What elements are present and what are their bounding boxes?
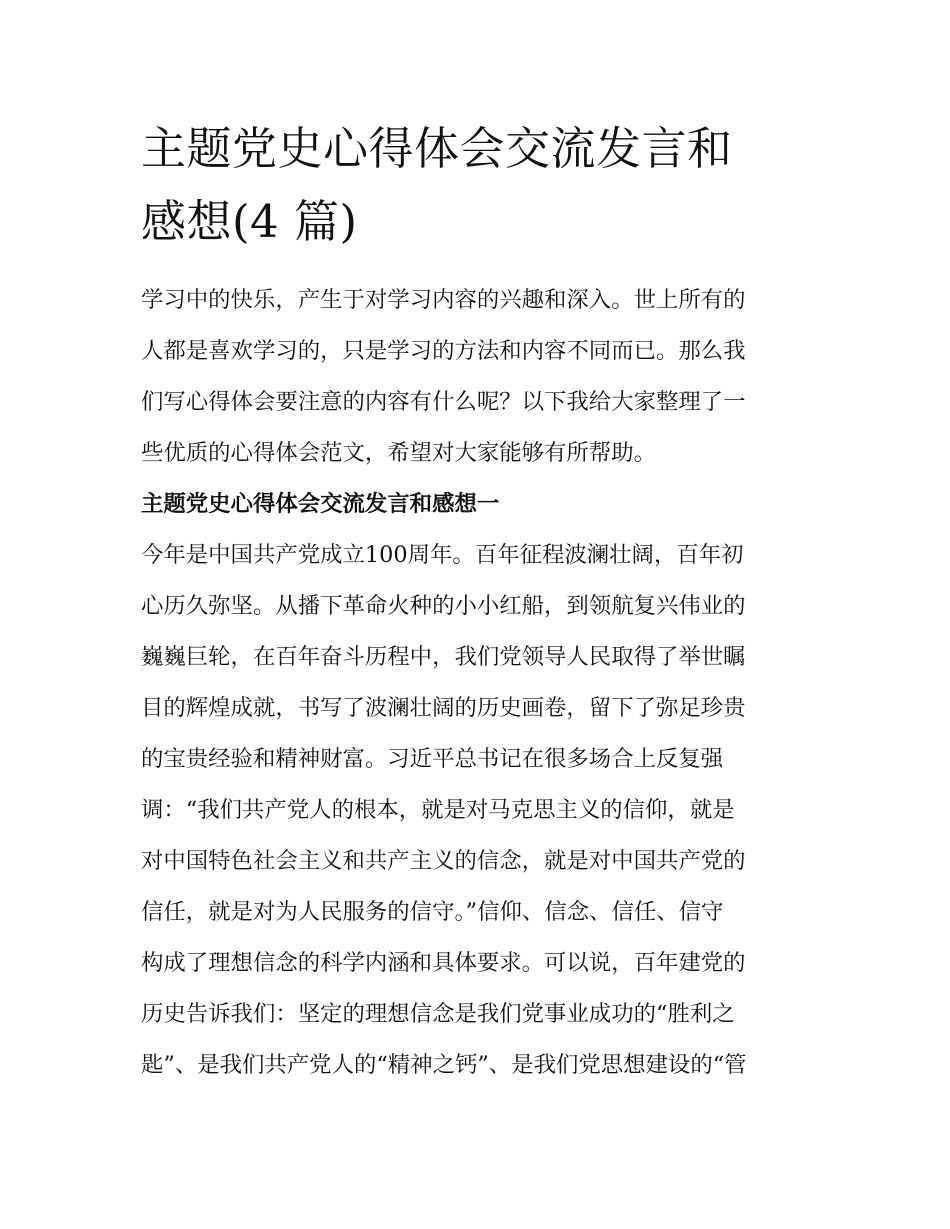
text-line: 学习中的快乐，产生于对学习内容的兴趣和深入。世上所有的 bbox=[141, 287, 746, 313]
text-line: 对中国特色社会主义和共产主义的信念，就是对中国共产党的 bbox=[141, 848, 746, 874]
text-line: 信任，就是对为人民服务的信守。”信仰、信念、信任、信守 bbox=[141, 899, 724, 925]
text-line: 心历久弥坚。从播下革命火种的小小红船，到领航复兴伟业的 bbox=[141, 593, 746, 619]
text-line: 们写心得体会要注意的内容有什么呢？以下我给大家整理了一 bbox=[141, 389, 746, 415]
text-line: 人都是喜欢学习的，只是学习的方法和内容不同而已。那么我 bbox=[141, 338, 746, 364]
text-line: 构成了理想信念的科学内涵和具体要求。可以说，百年建党的 bbox=[141, 950, 746, 976]
text-line: 今年是中国共产党成立100周年。百年征程波澜壮阔，百年初 bbox=[141, 542, 744, 568]
text-line: 匙”、是我们共产党人的“精神之钙”、是我们党思想建设的“管 bbox=[141, 1052, 747, 1078]
text-line: 些优质的心得体会范文，希望对大家能够有所帮助。 bbox=[141, 440, 656, 466]
text-line: 目的辉煌成就，书写了波澜壮阔的历史画卷，留下了弥足珍贵 bbox=[141, 695, 746, 721]
text-line: 的宝贵经验和精神财富。习近平总书记在很多场合上反复强 bbox=[141, 746, 724, 772]
title-line: 主题党史心得体会交流发言和 bbox=[141, 122, 733, 175]
text-line: 历史告诉我们：坚定的理想信念是我们党事业成功的“胜利之 bbox=[141, 1001, 735, 1027]
text-line: 巍巍巨轮，在百年奋斗历程中，我们党领导人民取得了举世瞩 bbox=[141, 644, 746, 670]
document-content bbox=[141, 112, 813, 1091]
document-title bbox=[141, 112, 813, 258]
text-line: 调：“我们共产党人的根本，就是对马克思主义的信仰，就是 bbox=[141, 797, 735, 823]
section-heading: 主题党史心得体会交流发言和感想一 bbox=[141, 491, 500, 517]
document-body bbox=[141, 275, 813, 1091]
title-line: 感想(4 篇) bbox=[141, 195, 358, 248]
intro-paragraph bbox=[141, 275, 813, 479]
section-paragraph bbox=[141, 530, 813, 1091]
